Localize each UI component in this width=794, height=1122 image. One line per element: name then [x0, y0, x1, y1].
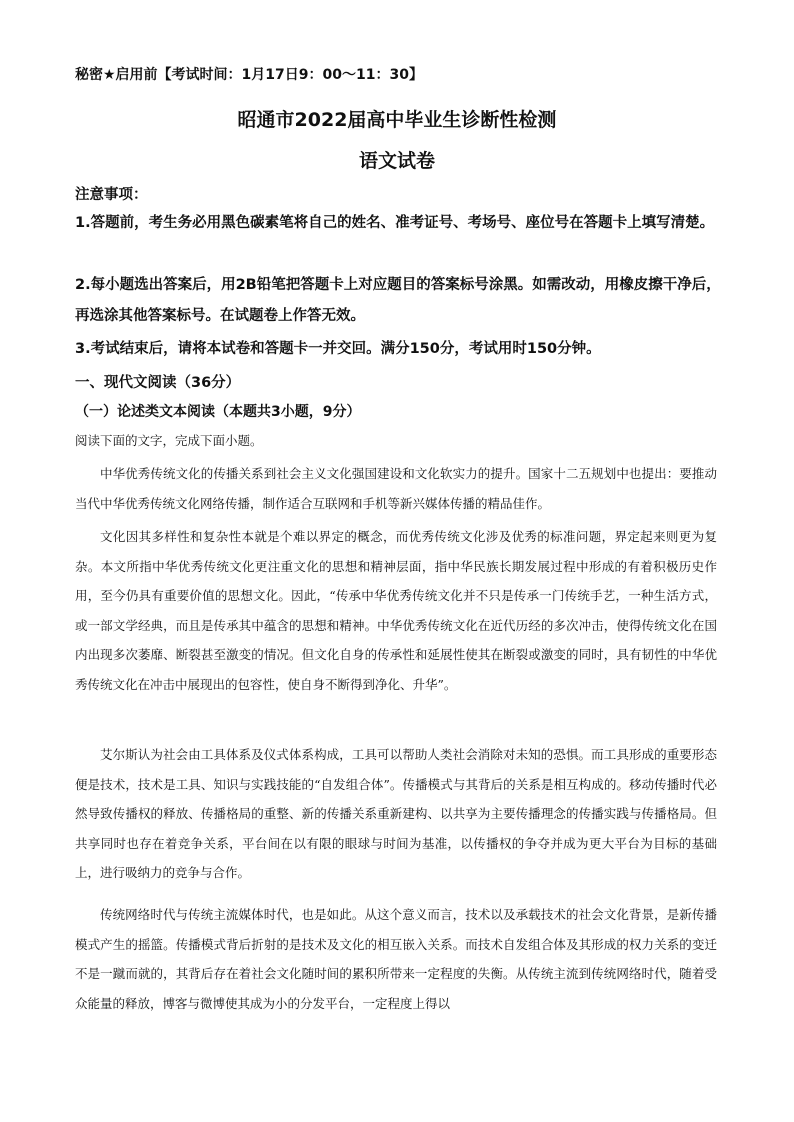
section-heading: 一、现代文阅读（36分）	[75, 375, 241, 391]
notice-item-1: 1.答题前，考生务必用黑色碳素笔将自己的姓名、准考证号、考场号、座位号在答题卡上填写清楚。	[75, 215, 715, 231]
passage-paragraph-4: 传统网络时代与传统主流媒体时代，也是如此。从这个意义而言，技术以及承载技术的社会文化背景，是新传播模式产生的摇篮。传播模式背后折射的是技术及文化的相互嵌入关系。而技术自发组合体及其形成的权力关系的变迁不是一蹴而就的，其背后存在着社会文化随时间的累积所带来一定程度的失衡。从传统主流到传统网络时代，随着受众能量的释放，博客与微博使其成为小的分发平台，一定程度上得以	[75, 907, 717, 1011]
passage-paragraph-3: 艾尔斯认为社会由工具体系及仪式体系构成，工具可以帮助人类社会消除对未知的恐惧。而工具形成的重要形态便是技术，技术是工具、知识与实践技能的“自发组合体”。传播模式与其背后的关系是相互构成的。移动传播时代必然导致传播权的释放、传播格局的重整、新的传播关系重新建构、以共享为主要传播理念的传播实践与传播格局。但共享同时也存在着竞争关系，平台间在以有限的眼球与时间为基准，以传播权的争夺并成为更大平台为目标的基础上，进行吸纳力的竞争与合作。	[75, 747, 717, 880]
passage-paragraph-1: 中华优秀传统文化的传播关系到社会主义文化强国建设和文化软实力的提升。国家十二五规划中也提出：要推动当代中华优秀传统文化网络传播，制作适合互联网和手机等新兴媒体传播的精品佳作。	[75, 466, 717, 511]
subsection-heading: （一）论述类文本阅读（本题共3小题，9分）	[75, 404, 361, 420]
exam-title: 昭通市2022届高中毕业生诊断性检测	[237, 109, 557, 131]
notice-item-2: 2.每小题选出答案后，用2B铅笔把答题卡上对应题目的答案标号涂黑。如需改动，用橡皮擦干净后，再选涂其他答案标号。在试题卷上作答无效。	[75, 277, 721, 324]
passage-paragraph-2: 文化因其多样性和复杂性本就是个难以界定的概念，而优秀传统文化涉及优秀的标准问题，界定起来则更为复杂。本文所指中华优秀传统文化更注重文化的思想和精神层面，指中华民族长期发展过程中形成的有着积极历史作用，至今仍具有重要价值的思想文化。因此，“传承中华优秀传统文化并不只是传承一门传统手艺，一种生活方式，或一部文学经典，而且是传承其中蕴含的思想和精神。中华优秀传统文化在近代历经的多次冲击，使得传统文化在国内出现多次萎靡、断裂甚至激变的情况。但文化自身的传承性和延展性使其在断裂或激变的同时，具有韧性的中华优秀传统文化在冲击中展现出的包容性，使自身不断得到净化、升华”。	[75, 529, 717, 692]
reading-instruction: 阅读下面的文字，完成下面小题。	[75, 433, 263, 448]
confidential-note: 秘密★启用前【考试时间：1月17日9：00～11：30】	[75, 67, 423, 83]
exam-subtitle: 语文试卷	[358, 150, 435, 172]
notice-item-3: 3.考试结束后，请将本试卷和答题卡一并交回。满分150分，考试用时150分钟。	[75, 341, 601, 357]
notice-heading: 注意事项：	[75, 187, 148, 203]
